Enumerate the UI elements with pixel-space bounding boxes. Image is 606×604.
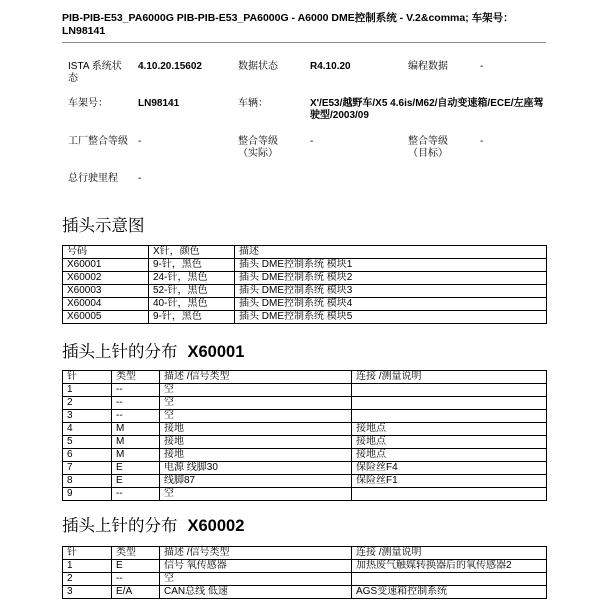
cell-signal: 接地 <box>160 423 352 436</box>
cell-type: -- <box>112 573 160 586</box>
cell-pin: 7 <box>63 462 112 475</box>
cell-pin: 8 <box>63 475 112 488</box>
cell-signal: 空 <box>160 410 352 423</box>
cell-signal: 空 <box>160 488 352 501</box>
cell-signal: 接地 <box>160 449 352 462</box>
pin-x60002-code: X60002 <box>187 517 245 535</box>
table-row <box>63 410 547 423</box>
column-header-pin: 针 <box>63 547 112 560</box>
table-row <box>63 397 547 410</box>
cell-pin: 1 <box>63 560 112 573</box>
column-header-type: 类型 <box>112 547 160 560</box>
cell-type: -- <box>112 488 160 501</box>
table-row <box>63 488 547 501</box>
table-row <box>63 285 547 298</box>
cell-pin: 6 <box>63 449 112 462</box>
table-row <box>63 272 547 285</box>
cell-description: 插头 DME控制系统 模块5 <box>235 311 547 324</box>
cell-type: M <box>112 423 160 436</box>
cell-type: -- <box>112 397 160 410</box>
cell-pins-color: 24-针，黑色 <box>149 272 235 285</box>
column-header-description: 描述 <box>235 246 547 259</box>
cell-type: M <box>112 436 160 449</box>
pin-x60001-heading-text: 插头上针的分布 <box>62 343 178 361</box>
cell-connection: AGS变速箱控制系统 <box>352 586 547 599</box>
cell-connection: 接地点 <box>352 449 547 462</box>
vehicle-value: X'/E53/越野车/X5 4.6is/M62/自动变速箱/ECE/左座驾驶型/2003/09 <box>310 98 544 121</box>
column-header-type: 类型 <box>112 371 160 384</box>
document-title: PIB-PIB-E53_PA6000G PIB-PIB-E53_PA6000G - A6000 DME控制系统 - V.2&comma; 车架号：LN98141 <box>62 12 514 37</box>
cell-pins-color: 9-针，黑色 <box>149 311 235 324</box>
target-level-value: - <box>480 136 484 147</box>
cell-connection: 保险丝F4 <box>352 462 547 475</box>
pin-x60002-heading <box>62 516 244 536</box>
cell-pin: 3 <box>63 586 112 599</box>
column-header-signal: 描述 /信号类型 <box>160 547 352 560</box>
column-header-connection: 连接 /测量说明 <box>352 371 547 384</box>
column-header-connection: 连接 /测量说明 <box>352 547 547 560</box>
programming-label: 编程数据 <box>408 61 448 72</box>
mileage-label: 总行驶里程 <box>68 173 118 184</box>
cell-pin: 1 <box>63 384 112 397</box>
cell-type: -- <box>112 384 160 397</box>
table-row <box>63 423 547 436</box>
cell-connection <box>352 397 547 410</box>
table-row <box>63 573 547 586</box>
pin-x60001-table <box>62 370 547 501</box>
factory-level-value: - <box>138 136 142 147</box>
table-header-row <box>63 246 547 259</box>
cell-description: 插头 DME控制系统 模块2 <box>235 272 547 285</box>
cell-type: -- <box>112 410 160 423</box>
cell-pin: 3 <box>63 410 112 423</box>
cell-signal: CAN总线 低速 <box>160 586 352 599</box>
cell-type: E/A <box>112 586 160 599</box>
table-row <box>63 384 547 397</box>
target-level-label: 整合等级（目标） <box>408 136 448 159</box>
table-header-row <box>63 547 547 560</box>
cell-signal: 线脚87 <box>160 475 352 488</box>
cell-pin: 4 <box>63 423 112 436</box>
actual-level-label: 整合等级（实际） <box>238 136 278 159</box>
cell-pin: 9 <box>63 488 112 501</box>
cell-type: M <box>112 449 160 462</box>
vin-value: LN98141 <box>138 98 180 109</box>
cell-pins-color: 9-针，黑色 <box>149 259 235 272</box>
pin-x60001-heading <box>62 342 244 362</box>
actual-level-value: - <box>310 136 314 147</box>
mileage-value: - <box>138 173 142 184</box>
cell-number: X60002 <box>63 272 149 285</box>
cell-pins-color: 52-针，黑色 <box>149 285 235 298</box>
cell-type: E <box>112 560 160 573</box>
table-header-row <box>63 371 547 384</box>
cell-signal: 空 <box>160 573 352 586</box>
table-row <box>63 311 547 324</box>
cell-description: 插头 DME控制系统 模块1 <box>235 259 547 272</box>
cell-number: X60005 <box>63 311 149 324</box>
table-row <box>63 449 547 462</box>
cell-pin: 2 <box>63 573 112 586</box>
connector-overview-table <box>62 245 547 324</box>
cell-type: E <box>112 462 160 475</box>
data-status-label: 数据状态 <box>238 61 278 72</box>
table-row <box>63 462 547 475</box>
cell-connection <box>352 384 547 397</box>
connector-overview-heading: 插头示意图 <box>62 217 145 235</box>
cell-number: X60003 <box>63 285 149 298</box>
pin-x60002-heading-text: 插头上针的分布 <box>62 517 178 535</box>
cell-pin: 5 <box>63 436 112 449</box>
cell-connection: 接地点 <box>352 423 547 436</box>
cell-pin: 2 <box>63 397 112 410</box>
cell-signal: 信号 氧传感器 <box>160 560 352 573</box>
table-row <box>63 586 547 599</box>
cell-connection <box>352 488 547 501</box>
column-header-number: 号码 <box>63 246 149 259</box>
table-row <box>63 475 547 488</box>
table-row <box>63 259 547 272</box>
table-row <box>63 436 547 449</box>
cell-signal: 空 <box>160 397 352 410</box>
title-divider <box>62 42 546 43</box>
cell-connection <box>352 410 547 423</box>
cell-signal: 接地 <box>160 436 352 449</box>
ista-value: 4.10.20.15602 <box>138 61 202 72</box>
pin-x60001-code: X60001 <box>187 343 245 361</box>
column-header-pin: 针 <box>63 371 112 384</box>
cell-connection: 接地点 <box>352 436 547 449</box>
vehicle-label: 车辆： <box>238 98 268 109</box>
cell-number: X60004 <box>63 298 149 311</box>
vin-label: 车架号： <box>68 98 108 109</box>
column-header-signal: 描述 /信号类型 <box>160 371 352 384</box>
factory-level-label: 工厂整合等级 <box>68 136 128 147</box>
cell-signal: 空 <box>160 384 352 397</box>
table-row <box>63 560 547 573</box>
cell-connection: 保险丝F1 <box>352 475 547 488</box>
cell-type: E <box>112 475 160 488</box>
cell-number: X60001 <box>63 259 149 272</box>
data-status-value: R4.10.20 <box>310 61 351 72</box>
cell-signal: 电源 线脚30 <box>160 462 352 475</box>
cell-pins-color: 40-针，黑色 <box>149 298 235 311</box>
table-row <box>63 298 547 311</box>
column-header-pins-color: X针，颜色 <box>149 246 235 259</box>
programming-value: - <box>480 61 484 72</box>
cell-description: 插头 DME控制系统 模块3 <box>235 285 547 298</box>
ista-label: ISTA 系统状态 <box>68 61 122 84</box>
pin-x60002-table <box>62 546 547 599</box>
cell-connection: 加热废气触媒转换器后的氧传感器2 <box>352 560 547 573</box>
cell-description: 插头 DME控制系统 模块4 <box>235 298 547 311</box>
cell-connection <box>352 573 547 586</box>
